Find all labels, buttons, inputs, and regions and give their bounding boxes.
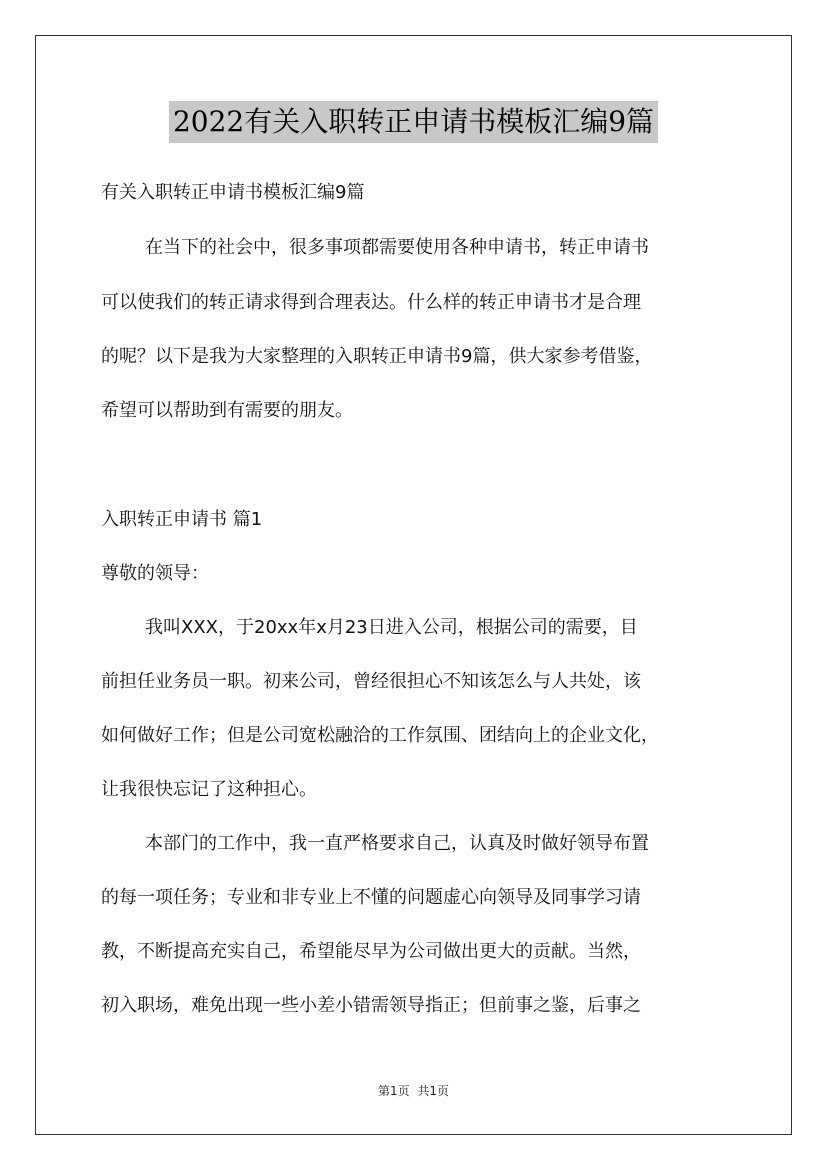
intro-line-1: 在当下的社会中，很多事项都需要使用各种申请书，转正申请书 bbox=[145, 237, 649, 258]
title-container bbox=[0, 101, 827, 143]
intro-line-3: 的呢？以下是我为大家整理的入职转正申请书9篇，供大家参考借鉴， bbox=[101, 346, 653, 367]
salutation: 尊敬的领导： bbox=[101, 563, 209, 584]
section-heading: 入职转正申请书 篇1 bbox=[101, 509, 263, 530]
para1-line-1: 我叫XXX，于20xx年x月23日进入公司，根据公司的需要，目 bbox=[145, 617, 638, 638]
document-title: 2022有关入职转正申请书模板汇编9篇 bbox=[169, 101, 658, 143]
para1-line-2: 前担任业务员一职。初来公司，曾经很担心不知该怎么与人共处，该 bbox=[101, 671, 641, 692]
para2-line-1: 本部门的工作中，我一直严格要求自己，认真及时做好领导布置 bbox=[145, 833, 649, 854]
subtitle: 有关入职转正申请书模板汇编9篇 bbox=[101, 182, 365, 203]
page-number: 第1页 bbox=[377, 1084, 410, 1098]
para2-line-2: 的每一项任务；专业和非专业上不懂的问题虚心向领导及同事学习请 bbox=[101, 887, 641, 908]
page-footer bbox=[0, 1082, 827, 1099]
para2-line-3: 教，不断提高充实自己，希望能尽早为公司做出更大的贡献。当然， bbox=[101, 941, 641, 962]
intro-line-4: 希望可以帮助到有需要的朋友。 bbox=[101, 400, 353, 421]
intro-line-2: 可以使我们的转正请求得到合理表达。什么样的转正申请书才是合理 bbox=[101, 292, 641, 313]
para1-line-4: 让我很快忘记了这种担心。 bbox=[101, 779, 317, 800]
page-total: 共1页 bbox=[417, 1084, 450, 1098]
para1-line-3: 如何做好工作；但是公司宽松融洽的工作氛围、团结向上的企业文化， bbox=[101, 725, 659, 746]
para2-line-4: 初入职场，难免出现一些小差小错需领导指正；但前事之鉴，后事之 bbox=[101, 995, 641, 1016]
